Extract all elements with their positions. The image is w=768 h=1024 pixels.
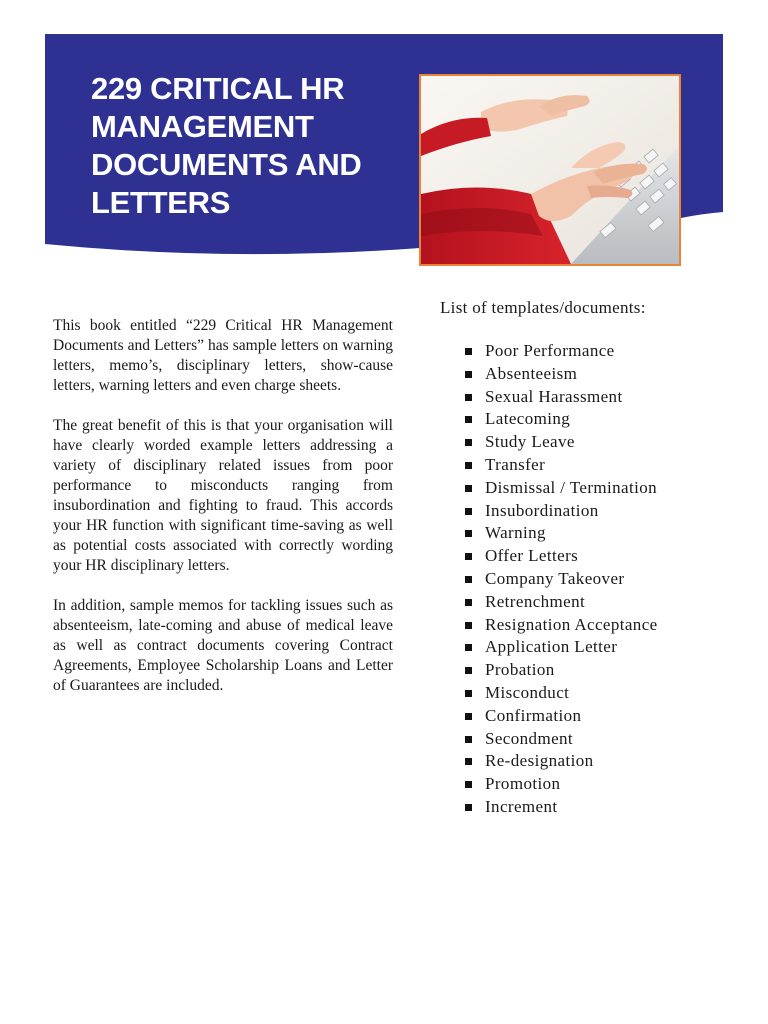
bullet-icon xyxy=(465,758,472,765)
list-item xyxy=(440,431,740,454)
list-item xyxy=(440,614,740,637)
bullet-icon xyxy=(465,804,472,811)
list-item-label: Latecoming xyxy=(485,409,571,429)
list-item-label: Company Takeover xyxy=(485,568,625,588)
list-item-label: Dismissal / Termination xyxy=(485,477,658,497)
list-item xyxy=(440,500,740,523)
bullet-icon xyxy=(465,508,472,515)
bullet-icon xyxy=(465,439,472,446)
list-item xyxy=(440,591,740,614)
list-item-label: Transfer xyxy=(485,454,546,474)
list-item xyxy=(440,750,740,773)
list-item-label: Re-designation xyxy=(485,751,594,771)
list-item xyxy=(440,568,740,591)
list-item-label: Study Leave xyxy=(485,432,575,452)
list-item-label: Offer Letters xyxy=(485,546,579,566)
list-item-label: Application Letter xyxy=(485,637,618,657)
templates-list xyxy=(440,340,740,819)
list-item-label: Promotion xyxy=(485,774,561,794)
list-item-label: Confirmation xyxy=(485,705,582,725)
list-item xyxy=(440,386,740,409)
bullet-icon xyxy=(465,781,472,788)
description-paragraph-intro: This book entitled “229 Critical HR Management Documents and Letters” has sample letters on warning letters, memo’s, disciplinary letters, show-cause letters, warning letters and even charge sheets. xyxy=(53,317,393,394)
list-item xyxy=(440,728,740,751)
list-item xyxy=(440,705,740,728)
list-item xyxy=(440,682,740,705)
bullet-icon xyxy=(465,667,472,674)
bullet-icon xyxy=(465,599,472,606)
description-text xyxy=(53,316,393,716)
list-item xyxy=(440,477,740,500)
bullet-icon xyxy=(465,371,472,378)
list-item-label: Absenteeism xyxy=(485,363,578,383)
list-item-label: Misconduct xyxy=(485,682,570,702)
list-item xyxy=(440,340,740,363)
bullet-icon xyxy=(465,485,472,492)
bullet-icon xyxy=(465,462,472,469)
bullet-icon xyxy=(465,553,472,560)
typing-hands-icon xyxy=(421,76,679,264)
templates-list-section xyxy=(440,296,740,819)
bullet-icon xyxy=(465,622,472,629)
list-item-label: Retrenchment xyxy=(485,591,586,611)
list-item xyxy=(440,522,740,545)
list-item xyxy=(440,408,740,431)
list-item xyxy=(440,636,740,659)
list-item-label: Sexual Harassment xyxy=(485,386,623,406)
bullet-icon xyxy=(465,644,472,651)
bullet-icon xyxy=(465,736,472,743)
list-item-label: Increment xyxy=(485,796,558,816)
list-item-label: Insubordination xyxy=(485,500,599,520)
list-item xyxy=(440,796,740,819)
list-item-label: Resignation Acceptance xyxy=(485,614,658,634)
list-item xyxy=(440,773,740,796)
list-item xyxy=(440,545,740,568)
list-item xyxy=(440,363,740,386)
list-item xyxy=(440,659,740,682)
bullet-icon xyxy=(465,530,472,537)
page-title: 229 CRITICAL HR MANAGEMENT DOCUMENTS AND LETTERS xyxy=(91,71,362,220)
typing-hands-photo xyxy=(419,74,681,266)
bullet-icon xyxy=(465,576,472,583)
bullet-icon xyxy=(465,713,472,720)
description-paragraph-addition: In addition, sample memos for tackling issues such as absenteeism, late-coming and abuse of medical leave as well as contract documents covering Contract Agreements, Employee Scholarship Loans and Letter of Guarantees are included. xyxy=(53,597,393,694)
list-item-label: Poor Performance xyxy=(485,341,615,360)
list-item-label: Warning xyxy=(485,523,546,543)
list-item-label: Secondment xyxy=(485,728,574,748)
bullet-icon xyxy=(465,348,472,355)
list-item xyxy=(440,454,740,477)
description-paragraph-benefit: The great benefit of this is that your organisation will have clearly worded example letters addressing a variety of disciplinary related issues from poor performance to misconducts ranging from insubordination and fighting to fraud. This accords your HR function with significant time-saving as well as potential costs associated with correctly wording your HR disciplinary letters. xyxy=(53,417,393,574)
list-item-label: Probation xyxy=(485,660,555,680)
bullet-icon xyxy=(465,690,472,697)
bullet-icon xyxy=(465,394,472,401)
bullet-icon xyxy=(465,416,472,423)
templates-list-heading: List of templates/documents: xyxy=(440,298,646,317)
